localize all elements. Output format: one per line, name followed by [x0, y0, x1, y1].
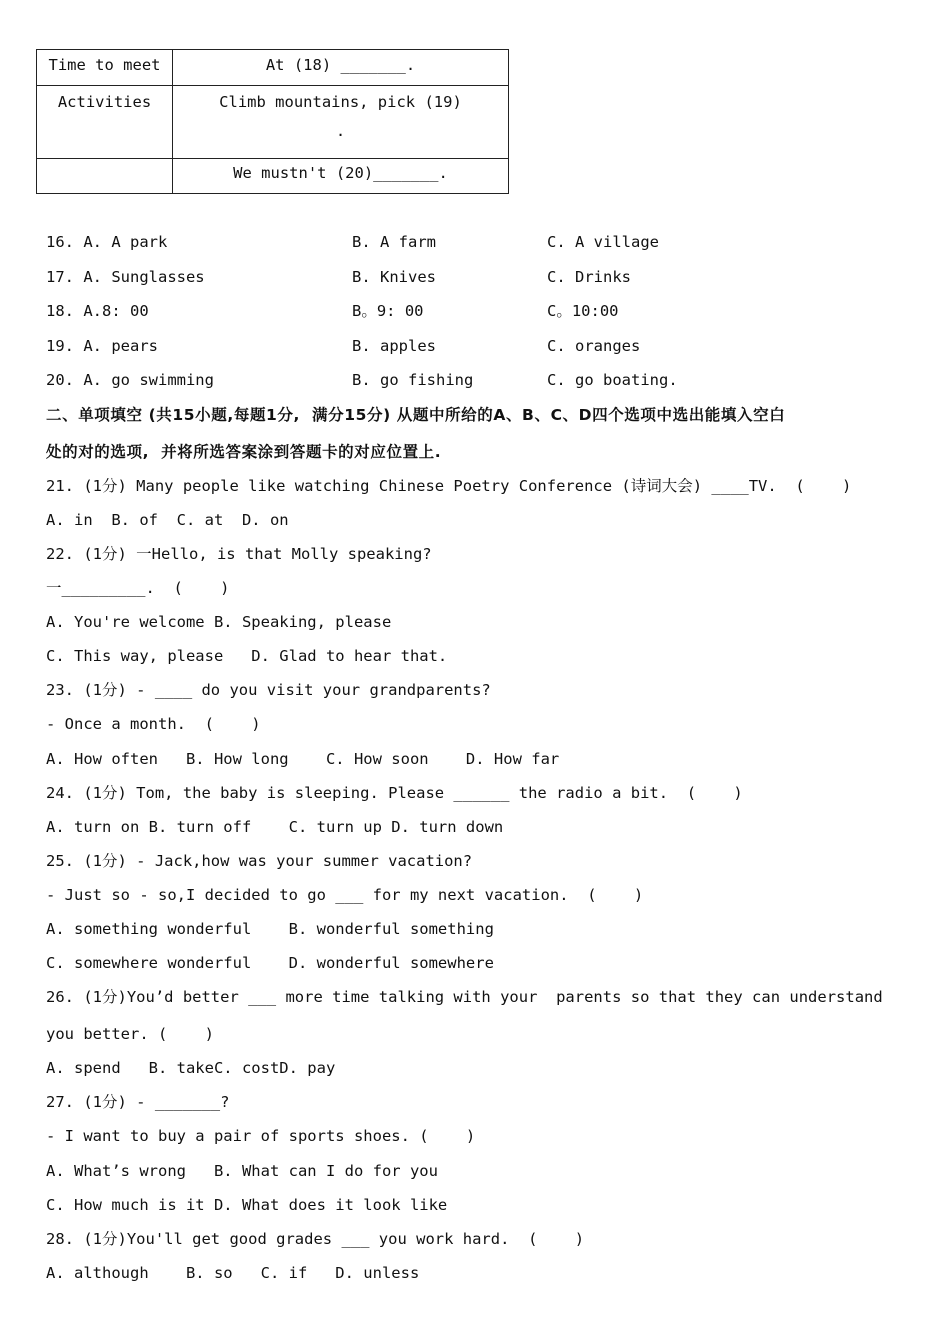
- table-cell-label-text: Activities: [57, 93, 152, 111]
- option-c: C. Drinks: [547, 268, 631, 286]
- option-line: 17. A. Sunglasses: [46, 268, 205, 286]
- question-line: A. turn on B. turn off C. turn up D. turn down: [46, 818, 504, 836]
- table-row: [37, 50, 509, 86]
- question-line: A. spend B. takeC. costD. pay: [46, 1059, 336, 1077]
- table-cell-content-line: .: [335, 122, 346, 140]
- option-b: B. apples: [352, 337, 436, 355]
- section-heading: 二、单项填空 (共15小题,每题1分, 满分15分) 从题中所给的A、B、C、D四个选项中选出能填入空白: [46, 406, 786, 424]
- option-c: C. go boating.: [547, 371, 678, 389]
- question-line: A. something wonderful B. wonderful something: [46, 920, 494, 938]
- question-line: 26. (1分)You’d better ___ more time talking with your parents so that they can understand: [46, 988, 883, 1006]
- question-line: A. You're welcome B. Speaking, please: [46, 613, 392, 631]
- option-line: 16. A. A park: [46, 233, 168, 251]
- question-line: - Once a month. ( ): [46, 715, 261, 733]
- option-line: 19. A. pears: [46, 337, 158, 355]
- question-line: A. in B. of C. at D. on: [46, 511, 289, 529]
- question-line: - Just so - so,I decided to go ___ for my next vacation. ( ): [46, 886, 644, 904]
- question-line: you better. ( ): [46, 1025, 214, 1043]
- option-b: B. A farm: [352, 233, 436, 251]
- option-line: 20. A. go swimming: [46, 371, 214, 389]
- question-line: 28. (1分)You'll get good grades ___ you work hard. ( ): [46, 1230, 585, 1248]
- table-cell-content: At (18) _______.: [173, 50, 509, 86]
- section-heading: 处的对的选项, 并将所选答案涂到答题卡的对应位置上.: [46, 443, 442, 461]
- table-row: [37, 86, 509, 159]
- question-line: 一_________. ( ): [46, 579, 230, 597]
- option-c: C. oranges: [547, 337, 641, 355]
- question-line: 24. (1分) Tom, the baby is sleeping. Please ______ the radio a bit. ( ): [46, 784, 743, 802]
- option-line: 18. A.8: 00: [46, 302, 149, 320]
- question-line: C. somewhere wonderful D. wonderful somewhere: [46, 954, 494, 972]
- table-cell-content: [173, 86, 509, 159]
- option-c: C. A village: [547, 233, 659, 251]
- question-line: 23. (1分) - ____ do you visit your grandparents?: [46, 681, 491, 699]
- option-b: B. go fishing: [352, 371, 474, 389]
- question-line: A. although B. so C. if D. unless: [46, 1264, 420, 1282]
- question-line: 25. (1分) - Jack,how was your summer vacation?: [46, 852, 473, 870]
- question-line: A. What’s wrong B. What can I do for you: [46, 1162, 438, 1180]
- option-b: B. Knives: [352, 268, 436, 286]
- table-cell-content-line: Climb mountains, pick (19): [219, 93, 462, 111]
- option-b: B。9: 00: [352, 302, 424, 320]
- question-line: A. How often B. How long C. How soon D. How far: [46, 750, 560, 768]
- table-cell-label: [37, 86, 173, 159]
- table-cell-label: [37, 159, 173, 194]
- table-row: [37, 159, 509, 194]
- table-cell-label: Time to meet: [37, 50, 173, 86]
- question-line: 21. (1分) Many people like watching Chinese Poetry Conference (诗词大会) ____TV. ( ): [46, 477, 852, 495]
- info-table: [36, 49, 509, 194]
- question-line: - I want to buy a pair of sports shoes. ( ): [46, 1127, 476, 1145]
- question-line: C. This way, please D. Glad to hear that.: [46, 647, 448, 665]
- option-c: C。10:00: [547, 302, 619, 320]
- table-cell-content: We mustn't (20)_______.: [173, 159, 509, 194]
- question-line: C. How much is it D. What does it look like: [46, 1196, 448, 1214]
- question-line: 27. (1分) - _______?: [46, 1093, 230, 1111]
- question-line: 22. (1分) 一Hello, is that Molly speaking?: [46, 545, 432, 563]
